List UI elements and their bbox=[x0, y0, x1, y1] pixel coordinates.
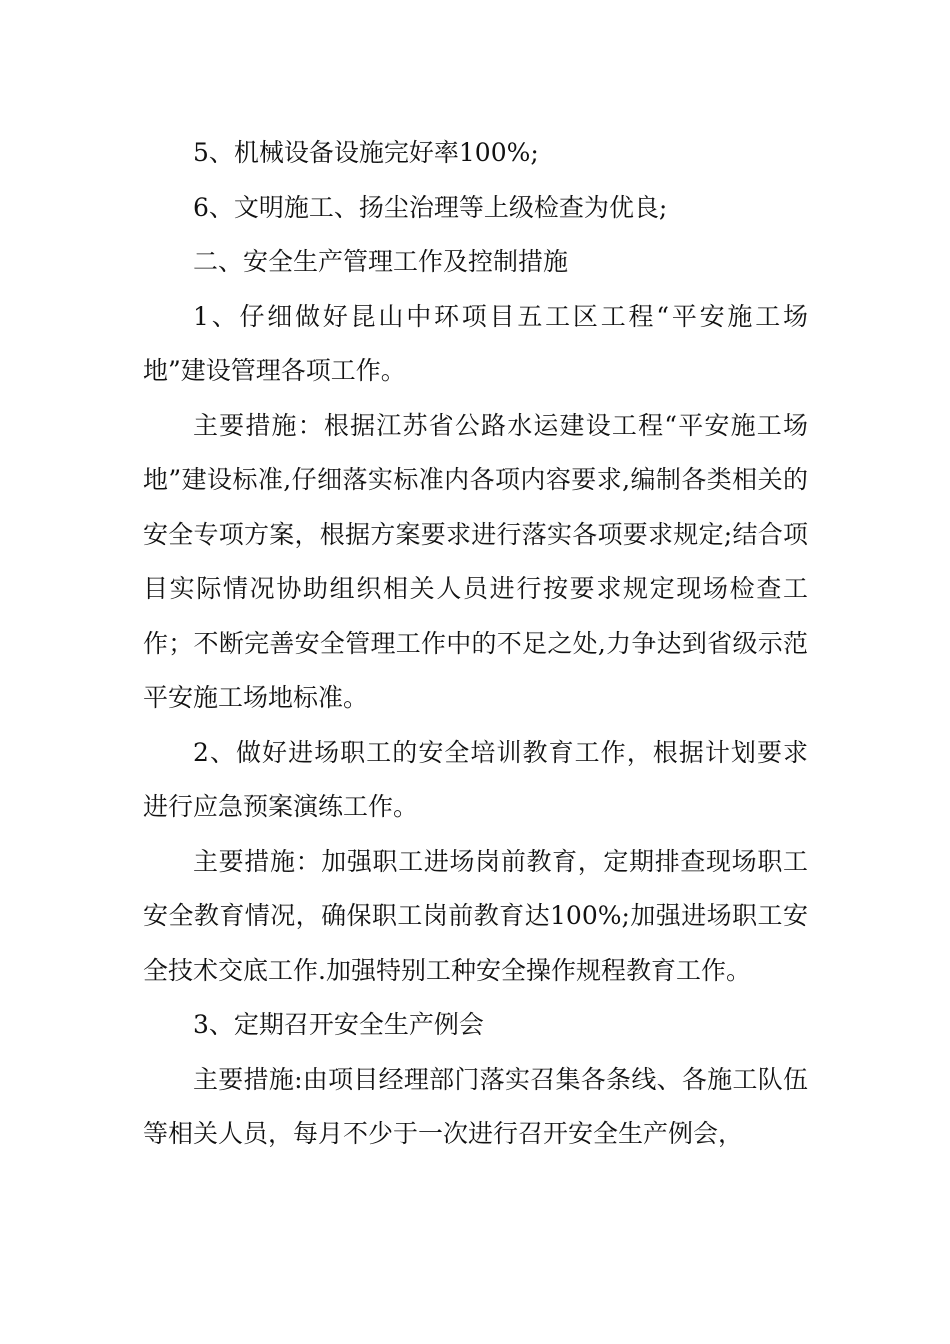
paragraph-measures-2: 主要措施：加强职工进场岗前教育，定期排查现场职工安全教育情况，确保职工岗前教育达100%;加强进场职工安全技术交底工作.加强特别工种安全操作规程教育工作。 bbox=[143, 846, 808, 985]
paragraph-item-5: 5、机械设备设施完好率100%; bbox=[193, 138, 539, 167]
paragraph-item-6: 6、文明施工、扬尘治理等上级检查为优良; bbox=[193, 192, 668, 222]
paragraph-item-3: 3、定期召开安全生产例会 bbox=[193, 1010, 484, 1039]
paragraph-measures-1: 主要措施：根据江苏省公路水运建设工程“平安施工场地”建设标准,仔细落实标准内各项内容要求,编制各类相关的安全专项方案，根据方案要求进行落实各项要求规定;结合项目实际情况协助组织相关人员进行按要求规定现场检查工作；不断完善安全管理工作中的不足之处,力争达到省级示范平安施工场地标准。 bbox=[143, 410, 808, 712]
document-body bbox=[143, 126, 808, 1162]
paragraph-item-2: 2、做好进场职工的安全培训教育工作，根据计划要求进行应急预案演练工作。 bbox=[143, 737, 808, 821]
section-heading: 二、安全生产管理工作及控制措施 bbox=[193, 247, 569, 276]
paragraph-measures-3: 主要措施:由项目经理部门落实召集各条线、各施工队伍等相关人员，每月不少于一次进行召开安全生产例会， bbox=[143, 1064, 808, 1148]
paragraph-item-1: 1、仔细做好昆山中环项目五工区工程“平安施工场地”建设管理各项工作。 bbox=[143, 301, 808, 385]
